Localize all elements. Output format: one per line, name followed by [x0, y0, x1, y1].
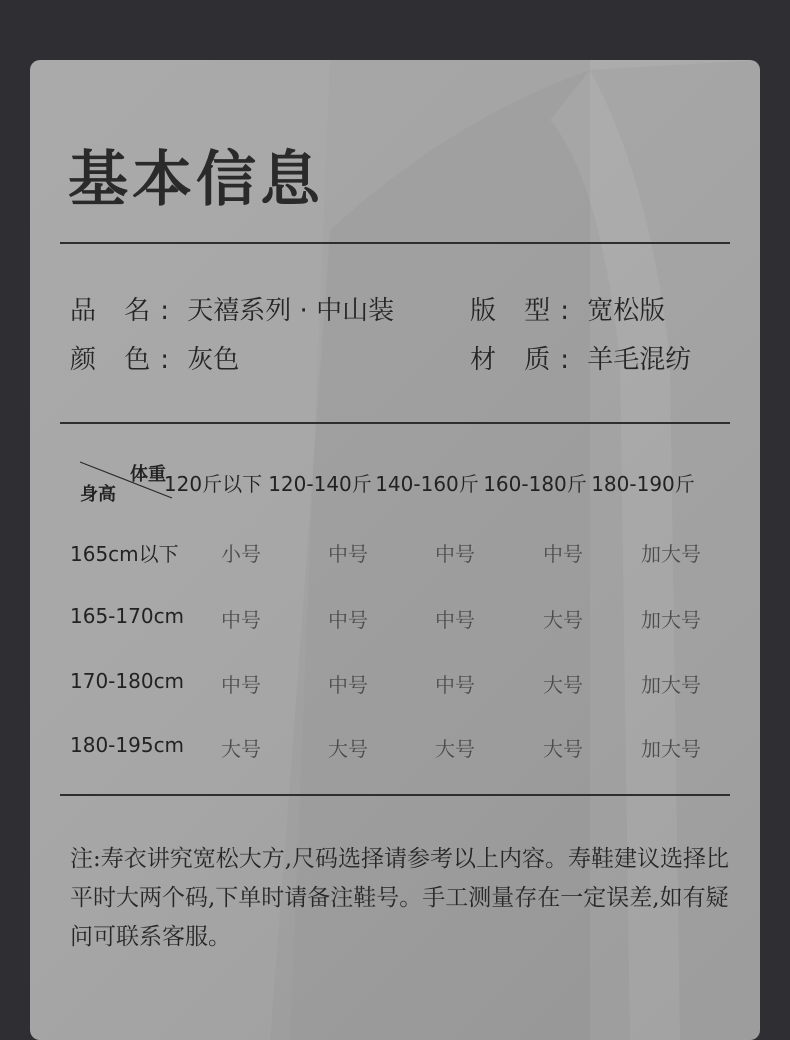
column-header: 120-140斤 — [268, 472, 372, 496]
product-name-value: 天禧系列 · 中山装 — [187, 296, 395, 326]
size-cell: 大号 — [543, 673, 583, 697]
size-cell: 小号 — [221, 542, 261, 566]
info-color — [70, 339, 239, 376]
material-value: 羊毛混纺 — [587, 345, 692, 375]
size-cell: 中号 — [328, 673, 368, 697]
product-name-label: 品 名: — [70, 296, 180, 326]
size-cell: 中号 — [328, 608, 368, 632]
size-cell: 中号 — [221, 608, 261, 632]
column-header: 140-160斤 — [375, 472, 479, 496]
fit-value: 宽松版 — [587, 296, 666, 326]
info-fit — [470, 290, 665, 327]
size-cell: 加大号 — [641, 608, 701, 632]
size-cell: 中号 — [328, 542, 368, 566]
size-cell: 中号 — [221, 673, 261, 697]
size-cell: 大号 — [221, 737, 261, 761]
size-cell: 加大号 — [641, 673, 701, 697]
size-cell: 加大号 — [641, 542, 701, 566]
row-height-label: 165-170cm — [70, 604, 185, 628]
material-label: 材 质: — [470, 345, 580, 375]
info-material — [470, 339, 691, 376]
row-height-label: 180-195cm — [70, 733, 185, 757]
size-note: 注:寿衣讲究宽松大方,尺码选择请参考以上内容。寿鞋建议选择比平时大两个码,下单时请备注鞋号。手工测量存在一定误差,如有疑问可联系客服。 — [70, 846, 730, 950]
color-value: 灰色 — [187, 345, 240, 375]
fit-label: 版 型: — [470, 296, 580, 326]
size-cell: 中号 — [435, 608, 475, 632]
row-height-label: 165cm以下 — [70, 542, 179, 566]
size-cell: 大号 — [435, 737, 475, 761]
divider-top — [60, 242, 730, 244]
size-cell: 中号 — [435, 673, 475, 697]
column-header: 160-180斤 — [483, 472, 587, 496]
size-cell: 大号 — [328, 737, 368, 761]
corner-weight-label: 体重 — [130, 464, 166, 485]
info-card — [30, 60, 760, 1040]
column-header: 120斤以下 — [163, 472, 263, 496]
row-height-label: 170-180cm — [70, 669, 185, 693]
size-cell: 大号 — [543, 608, 583, 632]
size-cell: 中号 — [435, 542, 475, 566]
page-title: 基本信息 — [68, 145, 324, 215]
column-header: 180-190斤 — [591, 472, 695, 496]
corner-height-label: 身高 — [80, 484, 116, 505]
divider-middle — [60, 422, 730, 424]
info-product-name — [70, 290, 394, 327]
size-cell: 加大号 — [641, 737, 701, 761]
size-cell: 大号 — [543, 737, 583, 761]
divider-bottom — [60, 794, 730, 796]
size-cell: 中号 — [543, 542, 583, 566]
color-label: 颜 色: — [70, 345, 180, 375]
